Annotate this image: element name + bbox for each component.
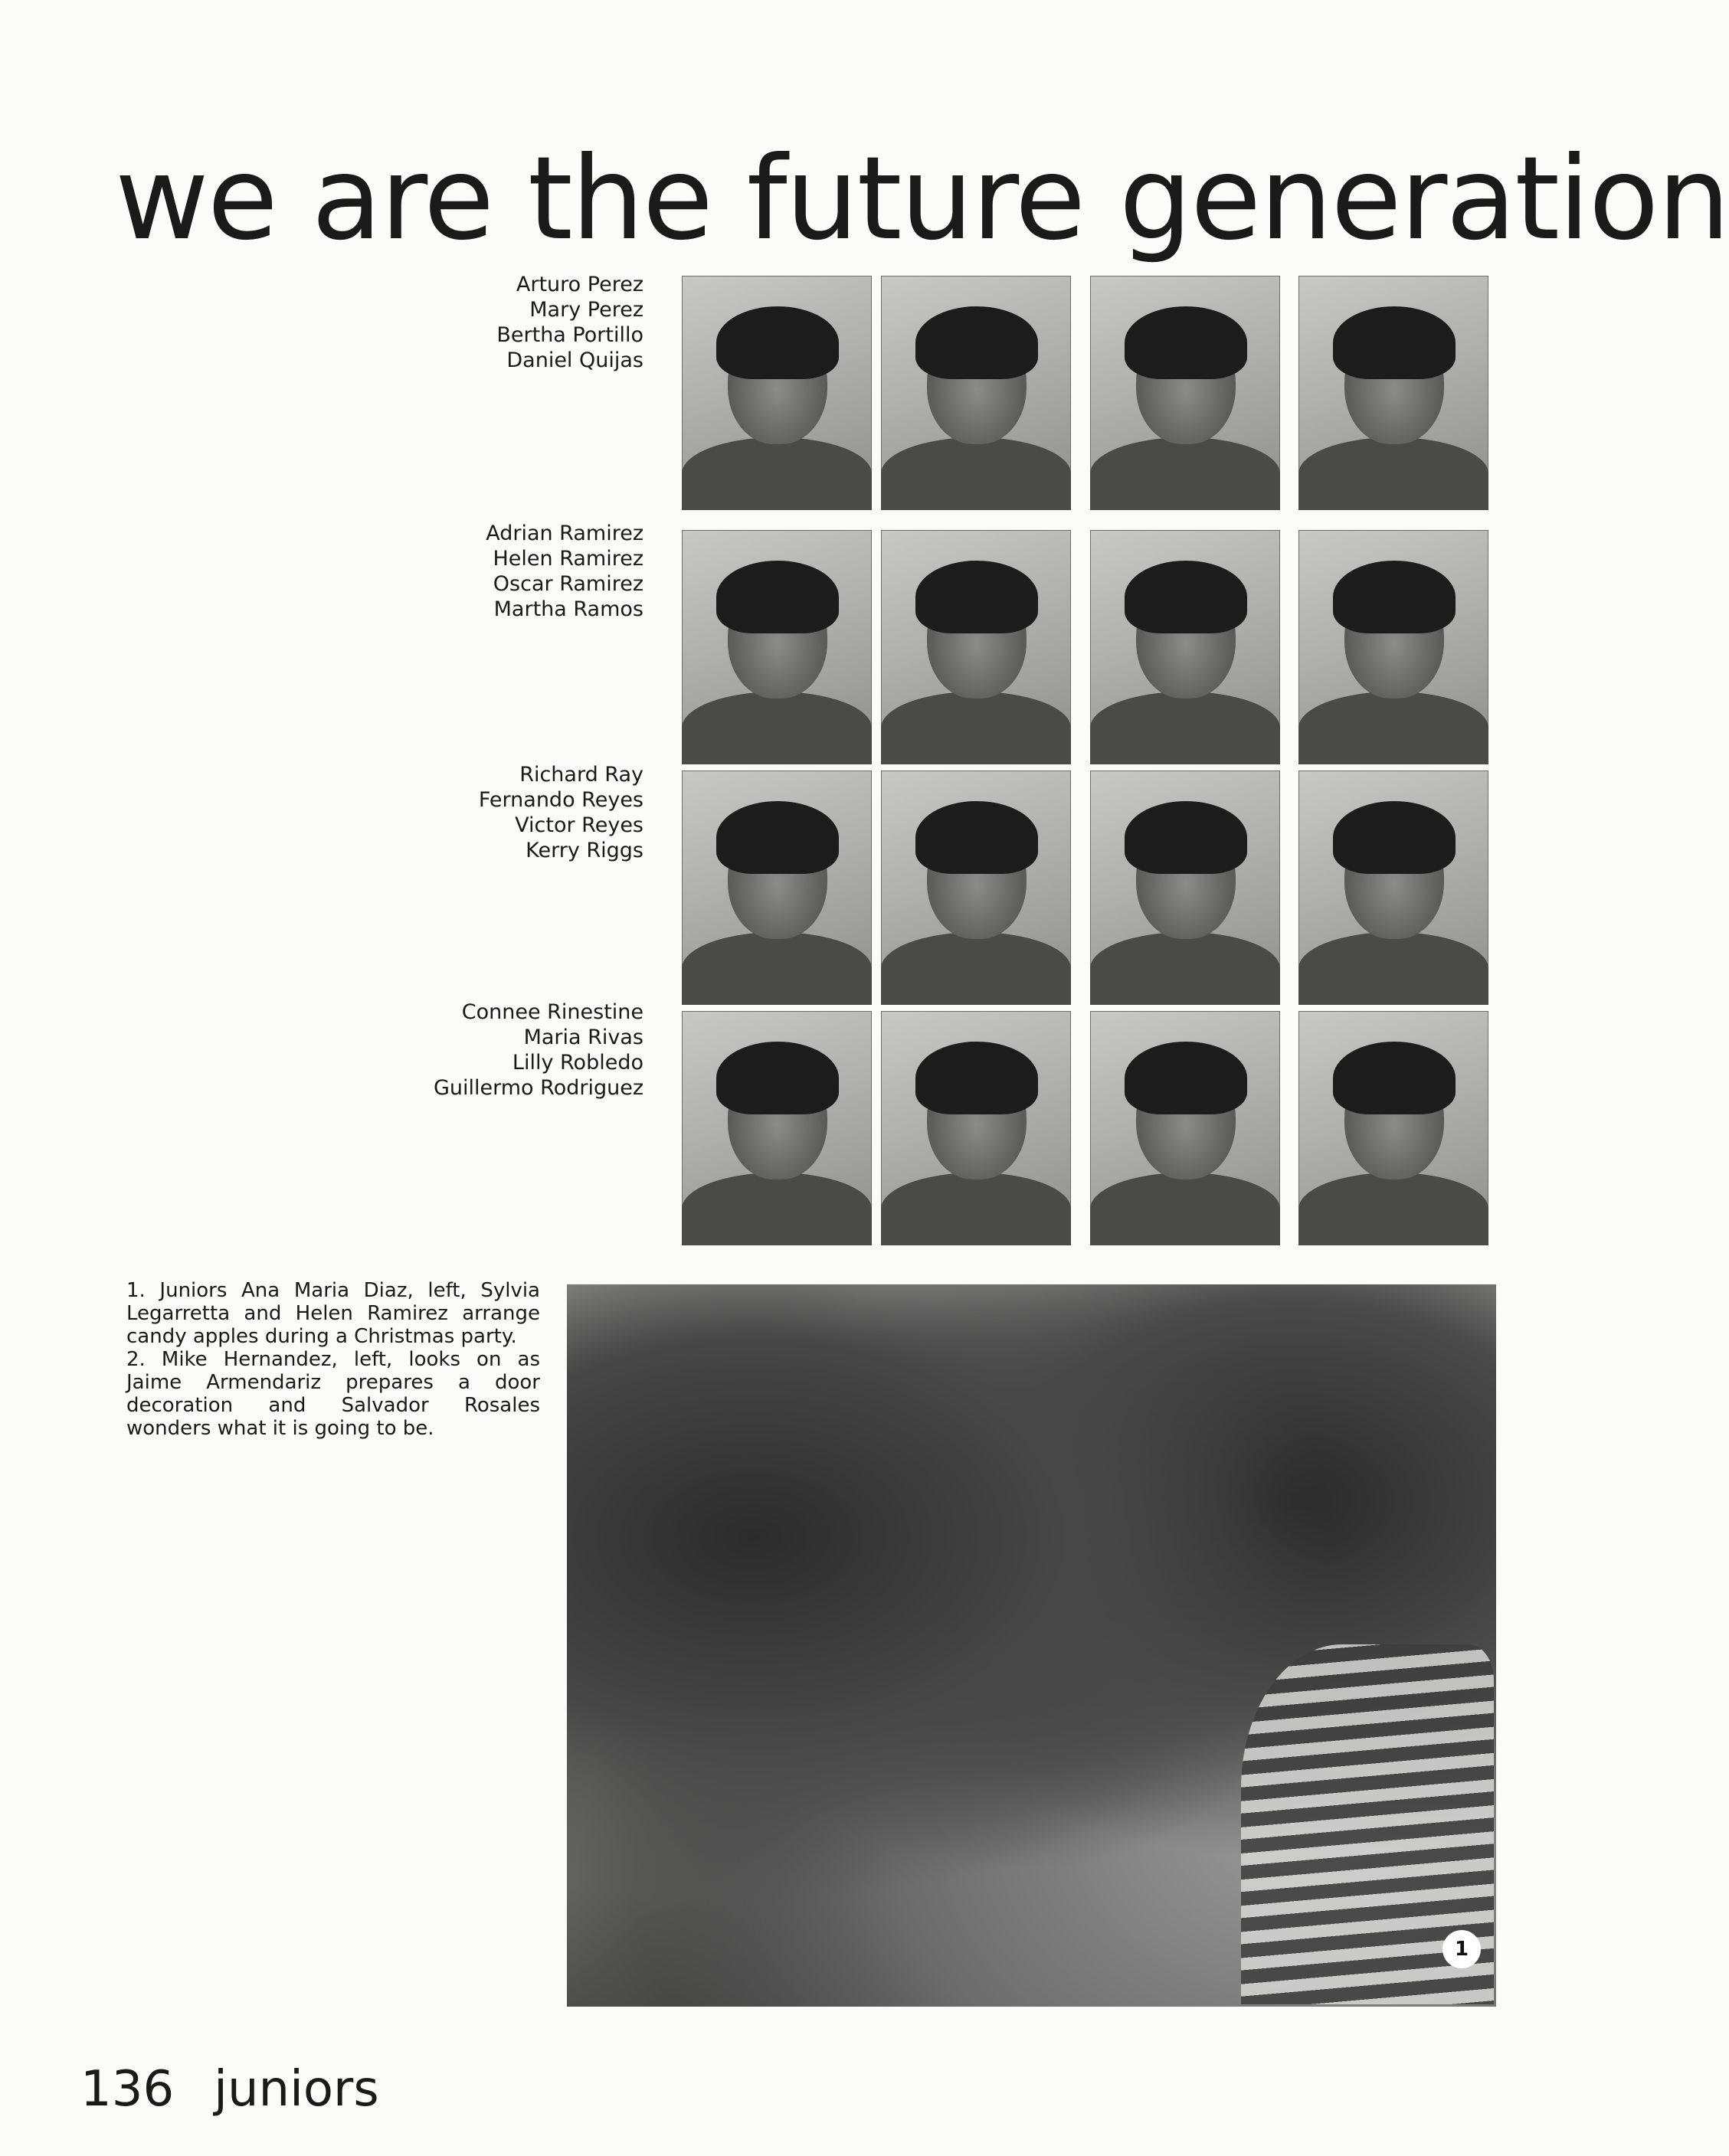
student-name: Bertha Portillo: [496, 323, 643, 347]
page-title: we are the future generation: [115, 133, 1729, 266]
name-list-row-3: [337, 762, 643, 863]
student-name: Connee Rinestine: [461, 1000, 643, 1024]
student-portrait: [682, 770, 872, 1005]
student-name: Mary Perez: [529, 298, 643, 322]
student-name: Adrian Ramirez: [486, 522, 643, 545]
student-name: Fernando Reyes: [478, 788, 643, 812]
caption-2: 2. Mike Hernandez, left, looks on as Jaime Armendariz prepares a door decoration and Salvador Rosales wonders what it is going to be.: [126, 1348, 540, 1440]
student-name: Maria Rivas: [523, 1026, 643, 1049]
student-name: Lilly Robledo: [512, 1051, 643, 1075]
student-name: Arturo Perez: [516, 273, 643, 296]
photo-captions: [126, 1279, 540, 1440]
student-portrait: [1090, 770, 1280, 1005]
name-list-row-1: [337, 272, 643, 373]
student-portrait: [1298, 1011, 1488, 1245]
student-portrait: [1090, 276, 1280, 510]
page-footer: [80, 2060, 379, 2118]
name-list-row-4: [337, 999, 643, 1101]
student-portrait: [682, 530, 872, 764]
student-name: Victor Reyes: [515, 813, 643, 837]
student-name: Oscar Ramirez: [493, 572, 643, 596]
name-list-row-2: [337, 521, 643, 622]
student-portrait: [881, 276, 1071, 510]
photo-number-badge: 1: [1442, 1930, 1481, 1968]
student-portrait: [682, 1011, 872, 1245]
section-label: juniors: [214, 2061, 379, 2118]
student-name: Guillermo Rodriguez: [433, 1076, 643, 1100]
page-number: 136: [80, 2061, 175, 2118]
student-portrait: [881, 770, 1071, 1005]
candid-photo: [567, 1284, 1496, 2007]
student-name: Martha Ramos: [493, 597, 643, 621]
student-name: Kerry Riggs: [526, 839, 643, 862]
student-portrait: [1090, 530, 1280, 764]
student-portrait: [1090, 1011, 1280, 1245]
caption-1: 1. Juniors Ana Maria Diaz, left, Sylvia Legarretta and Helen Ramirez arrange candy apples during a Christmas party.: [126, 1279, 540, 1348]
student-portrait: [1298, 530, 1488, 764]
student-portrait: [881, 530, 1071, 764]
student-name: Richard Ray: [519, 763, 643, 787]
student-name: Helen Ramirez: [493, 547, 643, 571]
student-portrait: [1298, 276, 1488, 510]
student-portrait: [1298, 770, 1488, 1005]
student-portrait: [881, 1011, 1071, 1245]
student-portrait: [682, 276, 872, 510]
student-name: Daniel Quijas: [506, 348, 643, 372]
